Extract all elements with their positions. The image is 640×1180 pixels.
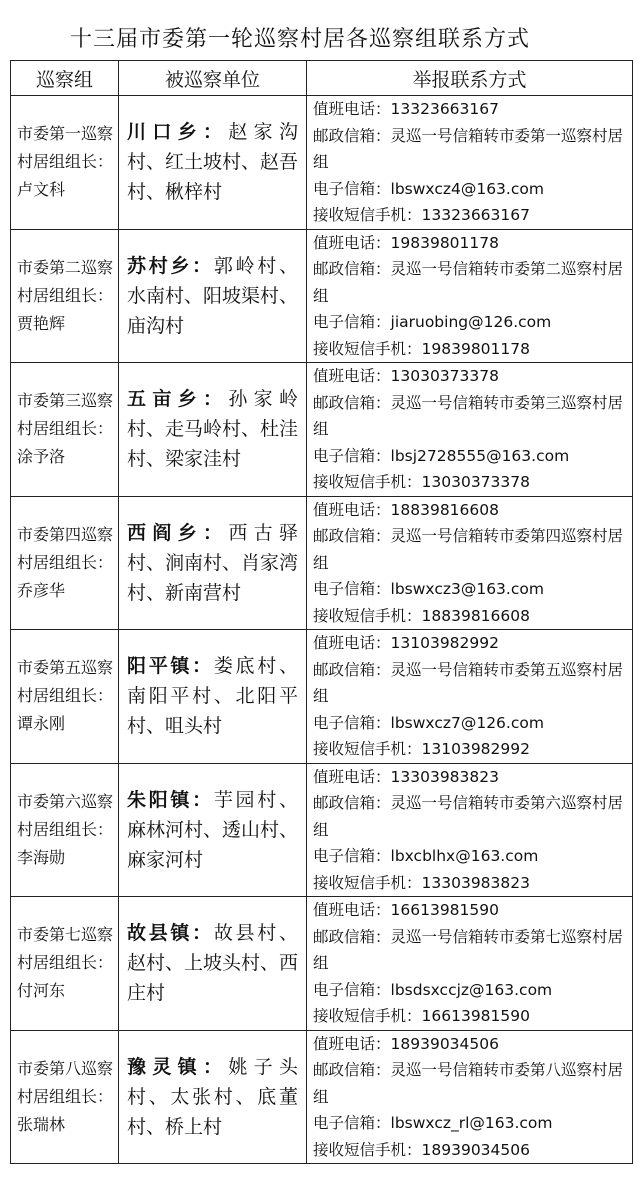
postal-mailbox-value: 灵巡一号信箱转市委第二巡察村居组 (313, 260, 624, 305)
sms-phone-line (313, 603, 626, 630)
postal-mailbox-value: 灵巡一号信箱转市委第一巡察村居组 (313, 126, 624, 171)
sms-phone-value: 13030373378 (421, 473, 530, 491)
village-list: 姚子头村、太张村、底董村、桥上村 (127, 1055, 298, 1138)
sms-phone-label: 接收短信手机： (313, 1140, 422, 1159)
duty-phone-value: 13103982992 (390, 634, 499, 652)
duty-phone-label: 值班电话： (313, 767, 391, 786)
village-list: 赵家沟村、红土坡村、赵吾村、楸梓村 (127, 121, 299, 204)
postal-mailbox-value: 灵巡一号信箱转市委第五巡察村居组 (313, 660, 624, 705)
duty-phone-label: 值班电话： (313, 500, 391, 519)
inspection-group-cell: 市委第二巡察村居组组长：贾艳辉 (11, 229, 119, 363)
report-contact-cell (307, 96, 633, 230)
postal-mailbox-value: 灵巡一号信箱转市委第四巡察村居组 (313, 527, 624, 572)
duty-phone-label: 值班电话： (313, 233, 391, 252)
sms-phone-line (313, 1137, 626, 1164)
report-contact-cell (307, 897, 633, 1031)
inspection-group-cell: 市委第六巡察村居组组长：李海勋 (11, 763, 119, 897)
duty-phone-line (313, 764, 626, 791)
email-address-line (313, 1110, 626, 1137)
email-address-label: 电子信箱： (313, 313, 391, 331)
sms-phone-label: 接收短信手机： (313, 473, 422, 491)
inspection-group-cell: 市委第一巡察村居组组长：卢文科 (11, 96, 119, 230)
postal-mailbox-line (313, 790, 626, 843)
postal-mailbox-label: 邮政信箱： (313, 660, 391, 679)
postal-mailbox-value: 灵巡一号信箱转市委第六巡察村居组 (313, 794, 624, 839)
email-address-value: lbswxcz3@163.com (390, 580, 544, 598)
township-name: 西阎乡： (127, 521, 229, 544)
township-name: 朱阳镇： (127, 788, 214, 811)
village-list: 郭岭村、水南村、阳坡渠村、庙沟村 (127, 254, 299, 337)
table-row (11, 630, 633, 764)
postal-mailbox-line (313, 924, 626, 977)
table-header-row (11, 61, 633, 96)
email-address-value: lbswxcz_rl@163.com (390, 1114, 553, 1132)
email-address-value: lbsj2728555@163.com (390, 446, 570, 465)
postal-mailbox-line (313, 123, 626, 176)
table-row (11, 763, 633, 897)
postal-mailbox-value: 灵巡一号信箱转市委第七巡察村居组 (313, 927, 624, 972)
header-unit: 被巡察单位 (119, 61, 307, 96)
postal-mailbox-value: 灵巡一号信箱转市委第三巡察村居组 (313, 393, 624, 438)
village-list: 西古驿村、涧南村、肖家湾村、新南营村 (127, 521, 299, 604)
report-contact-cell (307, 363, 633, 497)
postal-mailbox-line (313, 523, 626, 576)
email-address-value: lbsdsxccjz@163.com (390, 980, 553, 999)
report-contact-cell (307, 1030, 633, 1164)
duty-phone-line (313, 897, 626, 924)
duty-phone-label: 值班电话： (313, 1034, 391, 1053)
email-address-label: 电子信箱： (313, 1114, 391, 1132)
duty-phone-line (313, 1031, 626, 1058)
sms-phone-label: 接收短信手机： (313, 206, 422, 224)
village-list: 故县村、赵村、上坡头村、西庄村 (127, 922, 299, 1005)
duty-phone-value: 19839801178 (390, 233, 499, 252)
duty-phone-value: 13303983823 (390, 767, 499, 786)
table-row (11, 496, 633, 630)
report-contact-cell (307, 630, 633, 764)
postal-mailbox-label: 邮政信箱： (313, 794, 391, 812)
sms-phone-value: 13323663167 (421, 206, 530, 224)
postal-mailbox-label: 邮政信箱： (313, 1061, 391, 1079)
duty-phone-value: 13323663167 (390, 100, 499, 118)
email-address-line (313, 576, 626, 603)
township-name: 故县镇： (127, 922, 214, 945)
header-contact: 举报联系方式 (307, 61, 633, 96)
duty-phone-value: 16613981590 (390, 901, 499, 919)
postal-mailbox-label: 邮政信箱： (313, 260, 391, 278)
sms-phone-line (313, 736, 626, 763)
sms-phone-line (313, 469, 626, 496)
postal-mailbox-label: 邮政信箱： (313, 393, 391, 412)
sms-phone-value: 18839816608 (421, 606, 530, 625)
postal-mailbox-value: 灵巡一号信箱转市委第八巡察村居组 (313, 1061, 624, 1106)
duty-phone-label: 值班电话： (313, 634, 391, 652)
inspected-unit-cell (119, 496, 307, 630)
email-address-value: lbswxcz7@126.com (390, 713, 544, 732)
sms-phone-line (313, 870, 626, 897)
email-address-label: 电子信箱： (313, 713, 391, 732)
duty-phone-value: 13030373378 (390, 367, 499, 385)
duty-phone-line (313, 96, 626, 123)
email-address-label: 电子信箱： (313, 446, 391, 465)
sms-phone-line (313, 202, 626, 229)
email-address-label: 电子信箱： (313, 847, 391, 865)
report-contact-cell (307, 763, 633, 897)
postal-mailbox-line (313, 390, 626, 443)
sms-phone-value: 16613981590 (421, 1007, 530, 1025)
report-contact-cell (307, 496, 633, 630)
postal-mailbox-line (313, 256, 626, 309)
sms-phone-value: 13103982992 (421, 740, 530, 758)
postal-mailbox-label: 邮政信箱： (313, 126, 391, 145)
inspection-group-cell: 市委第四巡察村居组组长：乔彦华 (11, 496, 119, 630)
township-name: 豫灵镇： (127, 1055, 229, 1078)
inspected-unit-cell (119, 897, 307, 1031)
document-title: 十三届市委第一轮巡察村居各巡察组联系方式 (69, 27, 530, 52)
village-list: 孙家岭村、走马岭村、杜洼村、梁家洼村 (127, 388, 299, 471)
inspected-unit-cell (119, 229, 307, 363)
email-address-line (313, 843, 626, 870)
table-row (11, 363, 633, 497)
email-address-label: 电子信箱： (313, 580, 391, 598)
inspection-group-cell: 市委第五巡察村居组组长：谭永刚 (11, 630, 119, 764)
duty-phone-line (313, 630, 626, 657)
duty-phone-line (313, 497, 626, 524)
township-name: 苏村乡： (127, 254, 214, 277)
duty-phone-label: 值班电话： (313, 100, 391, 118)
email-address-line (313, 309, 626, 336)
inspection-group-cell: 市委第七巡察村居组组长：付河东 (11, 897, 119, 1031)
township-name: 五亩乡： (127, 388, 229, 411)
duty-phone-label: 值班电话： (313, 367, 391, 385)
sms-phone-label: 接收短信手机： (313, 1007, 422, 1025)
inspected-unit-cell (119, 1030, 307, 1164)
sms-phone-label: 接收短信手机： (313, 740, 422, 758)
header-group: 巡察组 (11, 61, 119, 96)
inspection-group-cell: 市委第三巡察村居组组长：涂予洛 (11, 363, 119, 497)
email-address-value: lbswxcz4@163.com (390, 179, 544, 198)
township-name: 川口乡： (127, 121, 229, 144)
village-list: 芋园村、麻林河村、透山村、麻家河村 (127, 788, 299, 871)
duty-phone-label: 值班电话： (313, 901, 391, 919)
inspected-unit-cell (119, 630, 307, 764)
table-row (11, 229, 633, 363)
inspected-unit-cell (119, 96, 307, 230)
duty-phone-line (313, 230, 626, 257)
sms-phone-label: 接收短信手机： (313, 339, 422, 358)
postal-mailbox-line (313, 1057, 626, 1110)
village-list: 娄底村、南阳平村、北阳平村、咀头村 (127, 655, 298, 738)
duty-phone-line (313, 363, 626, 390)
sms-phone-value: 13303983823 (421, 873, 530, 892)
duty-phone-value: 18939034506 (390, 1034, 499, 1053)
sms-phone-label: 接收短信手机： (313, 873, 422, 892)
email-address-line (313, 710, 626, 737)
email-address-value: jiaruobing@126.com (390, 313, 552, 331)
email-address-line (313, 443, 626, 470)
email-address-value: lbxcblhx@163.com (390, 847, 539, 865)
contact-table (10, 60, 633, 1164)
email-address-line (313, 176, 626, 203)
township-name: 阳平镇： (127, 655, 214, 678)
inspected-unit-cell (119, 763, 307, 897)
duty-phone-value: 18839816608 (390, 500, 499, 519)
sms-phone-line (313, 336, 626, 363)
sms-phone-value: 19839801178 (421, 339, 530, 358)
email-address-label: 电子信箱： (313, 980, 391, 999)
postal-mailbox-label: 邮政信箱： (313, 527, 391, 545)
table-row (11, 96, 633, 230)
inspection-group-cell: 市委第八巡察村居组组长：张瑞林 (11, 1030, 119, 1164)
table-body (11, 96, 633, 1164)
sms-phone-line (313, 1003, 626, 1030)
email-address-line (313, 977, 626, 1004)
postal-mailbox-line (313, 657, 626, 710)
sms-phone-label: 接收短信手机： (313, 606, 422, 625)
sms-phone-value: 18939034506 (421, 1140, 530, 1159)
table-row (11, 897, 633, 1031)
postal-mailbox-label: 邮政信箱： (313, 927, 391, 946)
email-address-label: 电子信箱： (313, 179, 391, 198)
report-contact-cell (307, 229, 633, 363)
inspected-unit-cell (119, 363, 307, 497)
table-row (11, 1030, 633, 1164)
